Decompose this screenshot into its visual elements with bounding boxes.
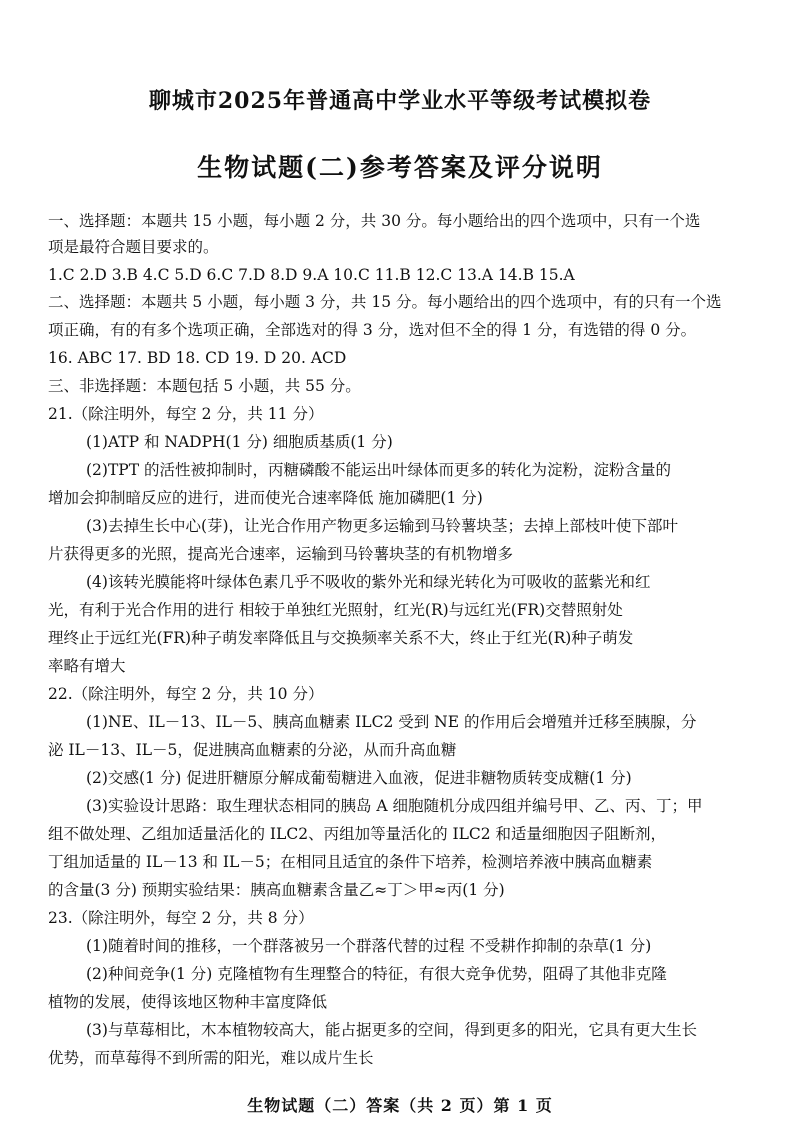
q21-line: (1)ATP 和 NADPH(1 分) 细胞质基质(1 分) [86, 433, 393, 451]
q23-line: 优势，而草莓得不到所需的阳光，难以成片生长 [48, 1049, 374, 1067]
q21-line: (3)去掉生长中心(芽)，让光合作用产物更多运输到马铃薯块茎；去掉上部枝叶使下部叶 [86, 517, 679, 535]
section2-heading-line2: 项正确，有的有多个选项正确，全部选对的得 3 分，选对但不全的得 1 分，有选错的得 0 分。 [48, 321, 697, 339]
section2-answers: 16. ABC 17. BD 18. CD 19. D 20. ACD [48, 349, 347, 367]
q22-line: (3)实验设计思路：取生理状态相同的胰岛 A 细胞随机分成四组并编号甲、乙、丙、丁；甲 [86, 797, 703, 815]
q21-line: 片获得更多的光照，提高光合速率，运输到马铃薯块茎的有机物增多 [48, 545, 514, 563]
q21-line: (4)该转光膜能将叶绿体色素几乎不吸收的紫外光和绿光转化为可吸收的蓝紫光和红 [86, 573, 651, 591]
q23-line: (3)与草莓相比，木本植物较高大，能占据更多的空间，得到更多的阳光，它具有更大生长 [86, 1021, 697, 1039]
section1-answers: 1.C 2.D 3.B 4.C 5.D 6.C 7.D 8.D 9.A 10.C 11.B 12.C 13.A 14.B 15.A [48, 266, 575, 284]
q22-line: (1)NE、IL－13、IL－5、胰高血糖素 ILC2 受到 NE 的作用后会增殖并迁移至胰腺，分 [86, 713, 697, 731]
q21-line: 增加会抑制暗反应的进行，进而使光合速率降低 施加磷肥(1 分) [48, 489, 483, 507]
q23-line: (1)随着时间的推移，一个群落被另一个群落代替的过程 不受耕作抑制的杂草(1 分) [86, 937, 652, 955]
q23-line: 植物的发展，使得该地区物种丰富度降低 [48, 993, 328, 1011]
q22-line: 的含量(3 分) 预期实验结果：胰高血糖素含量乙≈丁＞甲≈丙(1 分) [48, 881, 505, 899]
q22-header: 22.（除注明外，每空 2 分，共 10 分） [48, 685, 324, 703]
document-title: 聊城市2025年普通高中学业水平等级考试模拟卷 [148, 88, 652, 114]
section1-heading-line1: 一、选择题：本题共 15 小题，每小题 2 分，共 30 分。每小题给出的四个选项中，只有一个选 [48, 212, 701, 230]
q22-line: 组不做处理、乙组加适量活化的 ILC2、丙组加等量活化的 ILC2 和适量细胞因子阻断剂， [48, 825, 667, 843]
q21-line: 理终止于远红光(FR)种子萌发率降低且与交换频率关系不大，终止于红光(R)种子萌发 [48, 629, 634, 647]
q21-line: (2)TPT 的活性被抑制时，丙糖磷酸不能运出叶绿体而更多的转化为淀粉，淀粉含量的 [86, 461, 671, 479]
q21-line: 光，有利于光合作用的进行 相较于单独红光照射，红光(R)与远红光(FR)交替照射处 [48, 601, 623, 619]
q23-line: (2)种间竞争(1 分) 克隆植物有生理整合的特征，有很大竞争优势，阻碍了其他非克隆 [86, 965, 667, 983]
q22-line: (2)交感(1 分) 促进肝糖原分解成葡萄糖进入血液，促进非糖物质转变成糖(1 分) [86, 769, 632, 787]
q22-line: 泌 IL－13、IL－5，促进胰高血糖素的分泌，从而升高血糖 [48, 741, 457, 759]
page-footer: 生物试题（二）答案（共 2 页）第 1 页 [247, 1096, 553, 1115]
q23-header: 23.（除注明外，每空 2 分，共 8 分） [48, 909, 314, 927]
q21-line: 率略有增大 [48, 657, 126, 675]
q21-header: 21.（除注明外，每空 2 分，共 11 分） [48, 405, 324, 423]
document-subtitle: 生物试题(二)参考答案及评分说明 [197, 153, 603, 182]
q22-line: 丁组加适量的 IL－13 和 IL－5；在相同且适宜的条件下培养，检测培养液中胰高血糖素 [48, 853, 653, 871]
section2-heading-line1: 二、选择题：本题共 5 小题，每小题 3 分，共 15 分。每小题给出的四个选项中，有的只有一个选 [48, 293, 722, 311]
section1-heading-line2: 项是最符合题目要求的。 [48, 238, 219, 256]
section3-heading: 三、非选择题：本题包括 5 小题，共 55 分。 [48, 377, 361, 395]
